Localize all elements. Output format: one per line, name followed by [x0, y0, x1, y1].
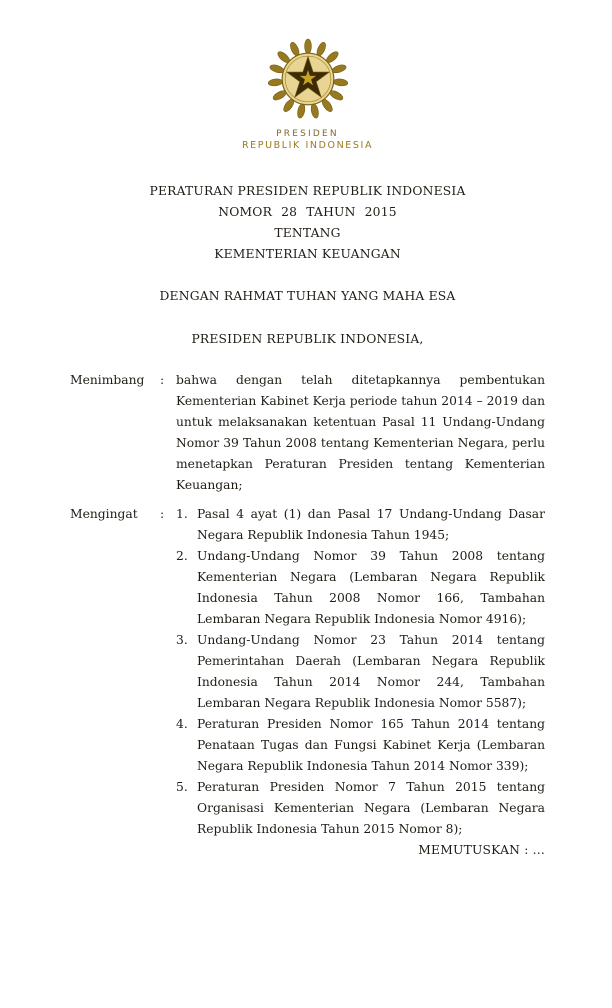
letterhead: [70, 36, 545, 151]
considering-text: bahwa dengan telah ditetapkannya pembentukan Kementerian Kabinet Kerja periode tahun 2014 – 2019 dan untuk melaksanakan ketentuan Pasal 11 Undang-Undang Nomor 39 Tahun 2008 tentang Kementerian Negara, perlu menetapkan Peraturan Presiden tentang Kementerian Keuangan;: [176, 373, 545, 492]
list-item: [176, 777, 545, 840]
considering-label: Menimbang: [70, 373, 145, 387]
list-item: [176, 630, 545, 714]
title-tentang: TENTANG: [274, 226, 341, 240]
recalling-clause: [70, 504, 545, 840]
catchword-memutuskan: MEMUTUSKAN : ...: [418, 843, 545, 857]
list-item: [176, 714, 545, 777]
list-item: [176, 504, 545, 546]
title-peraturan: PERATURAN PRESIDEN REPUBLIK INDONESIA: [149, 184, 466, 198]
list-item-text: Pasal 4 ayat (1) dan Pasal 17 Undang-Undang Dasar Negara Republik Indonesia Tahun 1945;: [197, 507, 545, 542]
invocation-line: DENGAN RAHMAT TUHAN YANG MAHA ESA: [159, 289, 456, 303]
considering-colon: :: [160, 373, 165, 387]
title-subject: KEMENTERIAN KEUANGAN: [214, 247, 401, 261]
recalling-label: Mengingat: [70, 507, 138, 521]
list-item-number: 5.: [176, 780, 188, 794]
list-item-number: 2.: [176, 549, 188, 563]
list-item-text: Peraturan Presiden Nomor 7 Tahun 2015 tentang Organisasi Kementerian Negara (Lembaran Negara Republik Indonesia Tahun 2015 Nomor 8);: [197, 780, 545, 836]
recalling-items: [176, 504, 545, 840]
letterhead-presiden: PRESIDEN: [276, 129, 339, 139]
title-block: [70, 181, 545, 265]
letterhead-republik-indonesia: REPUBLIK INDONESIA: [241, 140, 374, 151]
title-nomor: NOMOR 28 TAHUN 2015: [218, 205, 397, 219]
authority-line: PRESIDEN REPUBLIK INDONESIA,: [191, 332, 424, 346]
list-item-text: Peraturan Presiden Nomor 165 Tahun 2014 tentang Penataan Tugas dan Fungsi Kabinet Kerja (Lembaran Negara Republik Indonesia Tahun 2014 Nomor 339);: [197, 717, 545, 773]
considering-clause: [70, 370, 545, 496]
list-item: [176, 546, 545, 630]
list-item-number: 3.: [176, 633, 188, 647]
list-item-number: 4.: [176, 717, 188, 731]
list-item-text: Undang-Undang Nomor 39 Tahun 2008 tentang Kementerian Negara (Lembaran Negara Republik Indonesia Tahun 2008 Nomor 166, Tambahan Lembaran Negara Republik Indonesia Nomor 4916);: [197, 549, 545, 626]
presidential-seal-icon: [265, 36, 351, 122]
recalling-colon: :: [160, 507, 165, 521]
list-item-number: 1.: [176, 507, 188, 521]
list-item-text: Undang-Undang Nomor 23 Tahun 2014 tentang Pemerintahan Daerah (Lembaran Negara Republik Indonesia Tahun 2014 Nomor 244, Tambahan Lembaran Negara Republik Indonesia Nomor 5587);: [197, 633, 545, 710]
